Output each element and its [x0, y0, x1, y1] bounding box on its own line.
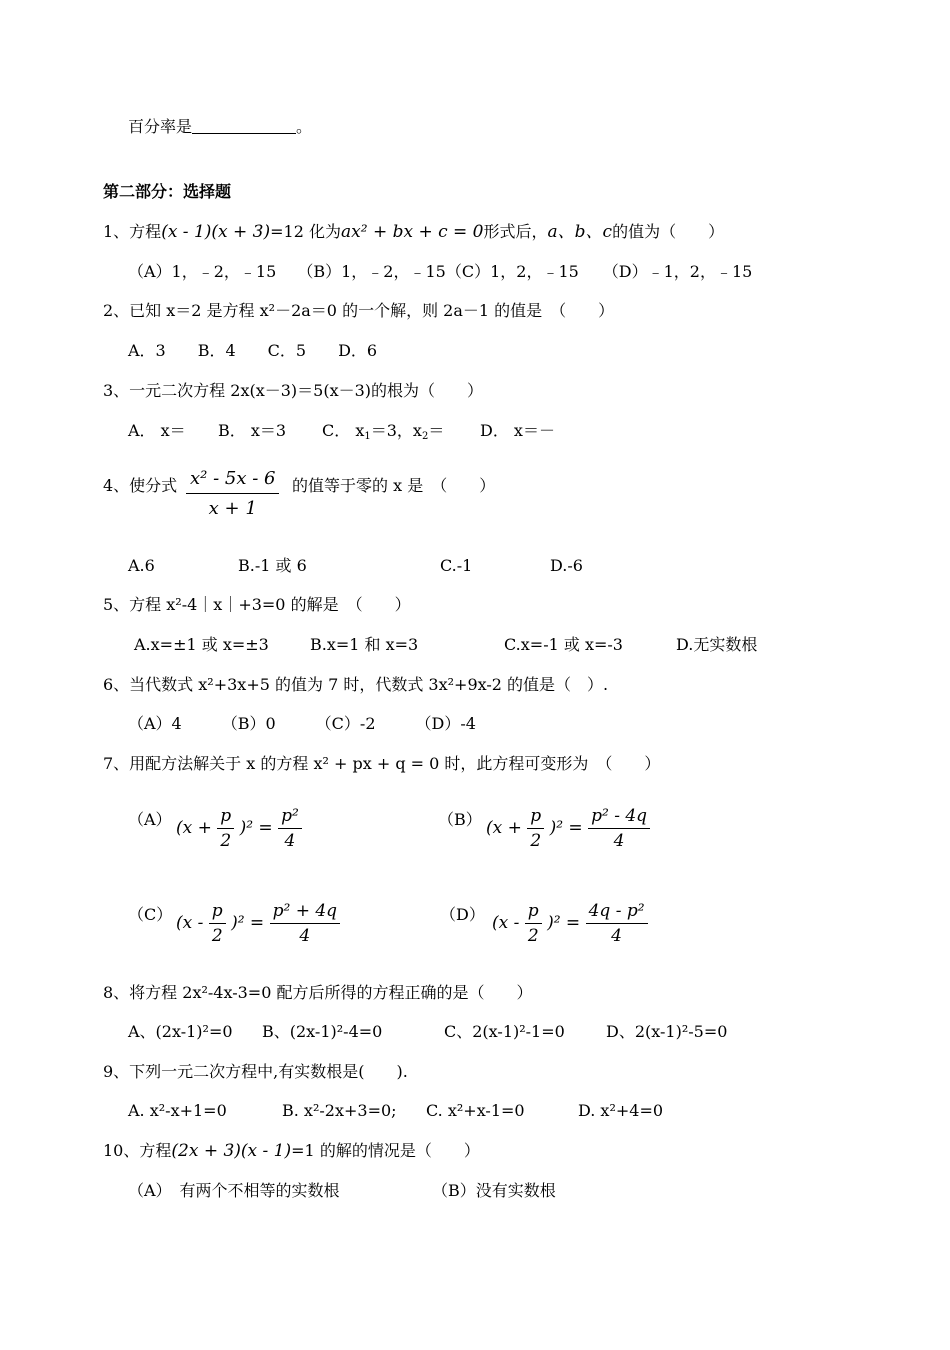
question-3-option-d: D． x＝－ — [480, 421, 555, 440]
q7-b-lhs-post: )² = — [549, 818, 583, 838]
q7-c-rhs-num: p² + 4q — [270, 901, 340, 924]
question-3-option-c — [322, 421, 444, 447]
q7-option-d-label: （D） — [440, 905, 485, 924]
q3-c-pre: C． x — [322, 421, 365, 440]
q7-b-lhs-num: p — [527, 806, 544, 829]
question-9-option-b: B. x²-2x+3=0; — [282, 1101, 397, 1120]
question-8-option-a: A、(2x-1)²=0 — [128, 1022, 233, 1041]
q7-b-lhs-pre: (x + — [486, 818, 522, 838]
q10-end: =1 的解的情况是（ ） — [291, 1141, 480, 1160]
q10-math: (2x + 3)(x - 1) — [171, 1141, 292, 1161]
q7-option-b-label: （B） — [438, 810, 482, 829]
q7-a-lhs-den: 2 — [220, 831, 232, 851]
question-8-stem: 8、将方程 2x²-4x-3=0 配方后所得的方程正确的是（ ） — [103, 983, 533, 1002]
q7-option-d-expr — [492, 901, 648, 946]
question-4-option-a: A.6 — [128, 556, 155, 575]
q4-fraction-denominator: x + 1 — [208, 498, 257, 519]
q3-c-end: ＝ — [428, 421, 445, 440]
q7-option-a-expr — [176, 806, 302, 851]
q7-d-rhs-num: 4q - p² — [586, 901, 648, 924]
question-10-stem — [103, 1141, 480, 1161]
q3-c-sub1: 1 — [364, 431, 371, 442]
question-3-option-b: B． x＝3 — [218, 421, 287, 440]
intro-line — [128, 117, 312, 137]
q1-end: 的值为（ ） — [612, 222, 725, 241]
q7-option-c-label: （C） — [128, 905, 173, 924]
question-2-stem: 2、已知 x＝2 是方程 x²－2a＝0 的一个解，则 2a－1 的值是 （ ） — [103, 301, 615, 320]
q7-a-rhs-den: 4 — [284, 831, 296, 851]
question-4-option-b: B.-1 或 6 — [238, 556, 307, 575]
question-9-option-a: A. x²-x+1=0 — [128, 1101, 227, 1120]
question-10-option-b: （B）没有实数根 — [432, 1181, 556, 1200]
question-9-stem: 9、下列一元二次方程中,有实数根是( ). — [103, 1062, 408, 1081]
question-5-option-c: C.x=-1 或 x=-3 — [504, 635, 623, 654]
q7-a-lhs-pre: (x + — [176, 818, 212, 838]
intro-end: 。 — [296, 117, 313, 136]
question-2-options: A．3 B．4 C．5 D．6 — [128, 341, 378, 360]
q7-a-lhs-num: p — [217, 806, 234, 829]
answer-blank[interactable] — [192, 117, 296, 134]
question-7-stem: 7、用配方法解关于 x 的方程 x² + px + q = 0 时，此方程可变形为 （ ） — [103, 754, 661, 773]
q7-a-rhs-num: p² — [278, 806, 302, 829]
question-3-stem: 3、一元二次方程 2x(x－3)＝5(x－3)的根为（ ） — [103, 381, 484, 400]
question-9-option-d: D. x²+4=0 — [578, 1101, 664, 1120]
q7-a-lhs-post: )² = — [239, 818, 273, 838]
question-10-option-a: （A） 有两个不相等的实数根 — [128, 1181, 340, 1200]
q10-number: 10、方程 — [103, 1141, 172, 1160]
q7-b-rhs-num: p² - 4q — [588, 806, 650, 829]
q1-math-form: ax² + bx + c = 0 — [341, 222, 484, 242]
q1-number: 1、方程 — [103, 222, 162, 241]
q7-d-lhs-pre: (x - — [492, 913, 520, 933]
q7-option-b-expr — [486, 806, 650, 851]
question-4-option-c: C.-1 — [440, 556, 473, 575]
question-9-option-c: C. x²+x-1=0 — [426, 1101, 525, 1120]
question-5-option-b: B.x=1 和 x=3 — [310, 635, 419, 654]
q1-math-lhs: (x - 1)(x + 3) — [161, 222, 271, 242]
q4-fraction-numerator: x² - 5x - 6 — [186, 468, 279, 494]
q7-d-lhs-num: p — [525, 901, 542, 924]
q1-tail: 形式后， — [483, 222, 548, 241]
question-8-option-c: C、2(x-1)²-1=0 — [444, 1022, 565, 1041]
question-4-post: 的值等于零的 x 是 （ ） — [292, 476, 496, 495]
question-4-option-d: D.-6 — [550, 556, 583, 575]
q7-c-lhs-num: p — [209, 901, 226, 924]
section-title: 第二部分：选择题 — [103, 182, 232, 201]
q3-c-mid: ＝3，x — [370, 421, 422, 440]
question-1-options: （A）1，﹣2，﹣15 （B）1，﹣2，﹣15（C）1，2，﹣15 （D）﹣1，2，﹣15 — [128, 262, 753, 281]
q7-b-lhs-den: 2 — [530, 831, 542, 851]
question-6-stem: 6、当代数式 x²+3x+5 的值为 7 时，代数式 3x²+9x-2 的值是（ ）. — [103, 675, 609, 694]
question-5-option-d: D.无实数根 — [676, 635, 758, 654]
question-1-stem — [103, 222, 724, 242]
q7-option-c-expr — [176, 901, 340, 946]
q1-mid: =12 化为 — [270, 222, 341, 241]
q3-c-sub2: 2 — [421, 431, 429, 442]
question-8-option-b: B、(2x-1)²-4=0 — [262, 1022, 383, 1041]
q7-option-a-label: （A） — [128, 810, 172, 829]
q7-c-lhs-pre: (x - — [176, 913, 204, 933]
q7-d-lhs-post: )² = — [547, 913, 581, 933]
q7-d-lhs-den: 2 — [527, 926, 539, 946]
q7-d-rhs-den: 4 — [611, 926, 622, 946]
q7-c-rhs-den: 4 — [299, 926, 311, 946]
question-3-option-a: A． x＝ — [128, 421, 186, 440]
question-5-option-a: A.x=±1 或 x=±3 — [134, 635, 269, 654]
question-5-stem: 5、方程 x²-4｜x｜+3=0 的解是 （ ） — [103, 595, 411, 614]
question-8-option-d: D、2(x-1)²-5=0 — [606, 1022, 728, 1041]
q7-c-lhs-den: 2 — [211, 926, 223, 946]
q1-abc: a、b、c — [547, 222, 613, 242]
intro-text: 百分率是 — [128, 117, 193, 136]
question-6-options: （A）4 （B）0 （C）-2 （D）-4 — [128, 714, 476, 733]
q7-b-rhs-den: 4 — [613, 831, 625, 851]
q7-c-lhs-post: )² = — [231, 913, 265, 933]
question-4-pre: 4、使分式 — [103, 476, 178, 495]
question-4-fraction — [186, 468, 279, 519]
